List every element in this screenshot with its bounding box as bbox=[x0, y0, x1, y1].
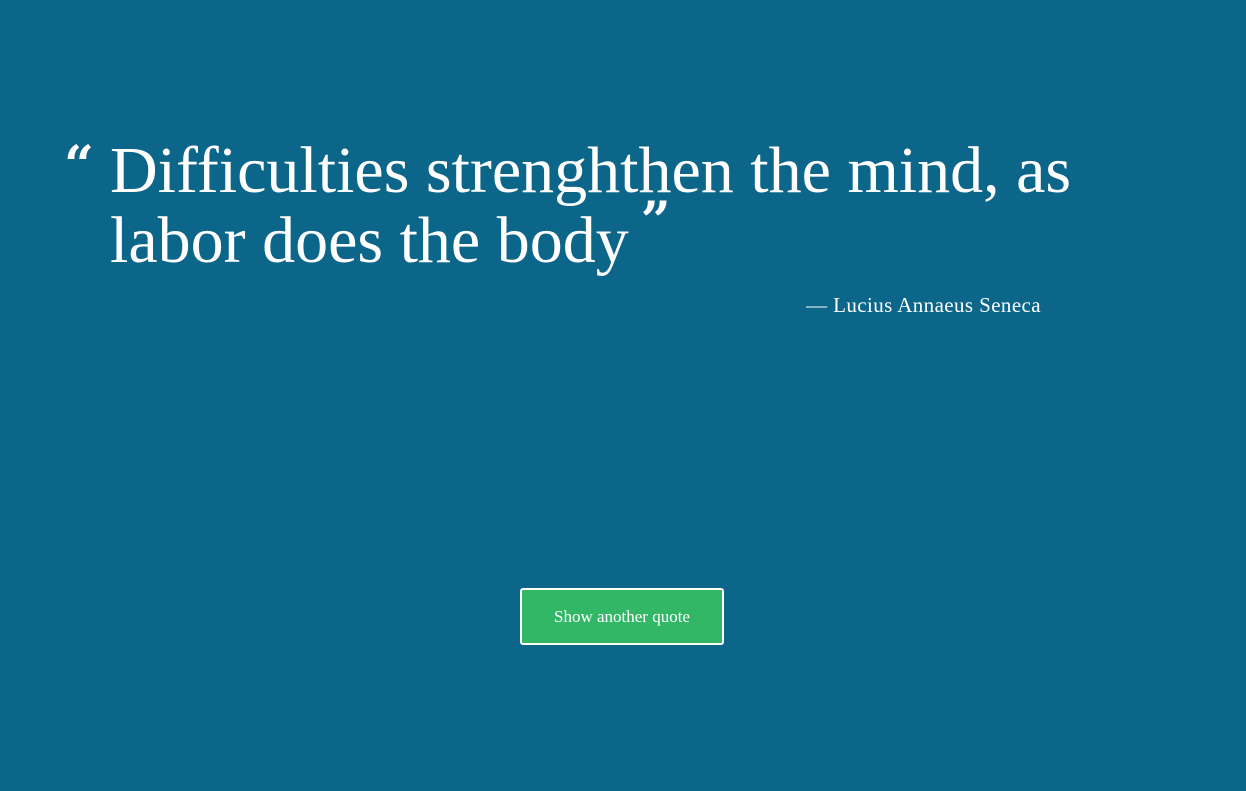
show-another-quote-button[interactable]: Show another quote bbox=[520, 588, 724, 645]
quote-text bbox=[110, 136, 1100, 276]
open-quote-icon: “ bbox=[64, 135, 94, 196]
quote-body: Difficulties strenghthen the mind, as labor does the body bbox=[110, 134, 1072, 277]
close-quote-icon: ” bbox=[640, 191, 671, 252]
quote-author: — Lucius Annaeus Seneca bbox=[806, 293, 1041, 317]
quote-block bbox=[64, 136, 1124, 276]
quote-line bbox=[64, 136, 1124, 276]
